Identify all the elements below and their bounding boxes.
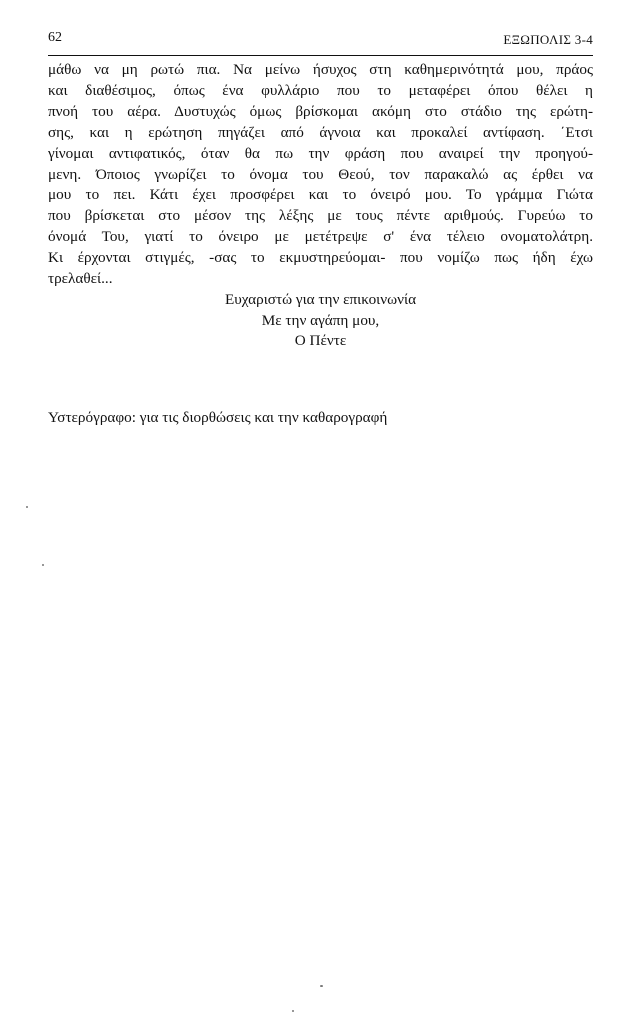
page-header (48, 28, 593, 50)
body-line: πνοή του αέρα. Δυστυχώς όμως βρίσκομαι ακόμη στο στάδιο της ερώτη- (48, 102, 593, 120)
body-line: γίνομαι αντιφατικός, όταν θα πω την φράση που αναιρεί την προηγού- (48, 144, 593, 162)
body-line: μάθω να μη ρωτώ πια. Να μείνω ήσυχος στη καθημερινότητά μου, πράος (48, 61, 593, 78)
body-line: που βρίσκεται στο μέσον της λέξης με τους πέντε αριθμούς. Γυρεύω το (48, 207, 593, 225)
page-number: 62 (48, 30, 62, 45)
closing-salutation: Με την αγάπη μου, (261, 311, 380, 329)
scan-speck (42, 564, 44, 566)
closing-thanks: Ευχαριστώ για την επικοινωνία (224, 291, 417, 308)
header-rule (48, 55, 593, 56)
postscript: Υστερόγραφο: για τις διορθώσεις και την καθαρογραφή (48, 409, 388, 426)
letter-closing (48, 290, 593, 352)
body-line: μου το πει. Κάτι έχει προσφέρει και το όνειρό μου. Το γράμμα Γιώτα (48, 186, 593, 204)
scan-speck (320, 985, 323, 987)
closing-signature: Ο Πέντε (294, 332, 347, 349)
body-line: σης, και η ερώτηση πηγάζει από άγνοια και προκαλεί αντίφαση. ΄Ετσι (48, 123, 593, 141)
body-line: Κι έρχονται στιγμές, -σας το εκμυστηρεύομαι- που νομίζω πως ήδη έχω (48, 249, 593, 267)
body-line: τρελαθεί... (48, 270, 113, 288)
body-line: όνομά Του, γιατί το όνειρο με μετέτρεψε σ' ένα τέλειο ονοματολάτρη. (48, 228, 593, 246)
scan-speck (26, 506, 28, 508)
body-line: και διαθέσιμος, όπως ένα φυλλάριο που το μεταφέρει όπου θέλει η (48, 81, 593, 99)
scan-speck (292, 1010, 294, 1012)
body-paragraph (48, 60, 593, 290)
running-title: ΕΞΩΠΟΛΙΣ 3-4 (503, 32, 593, 47)
body-line: μενη. Όποιος γνωρίζει το όνομα του Θεού, τον παρακαλώ ας έρθει να (48, 165, 593, 183)
